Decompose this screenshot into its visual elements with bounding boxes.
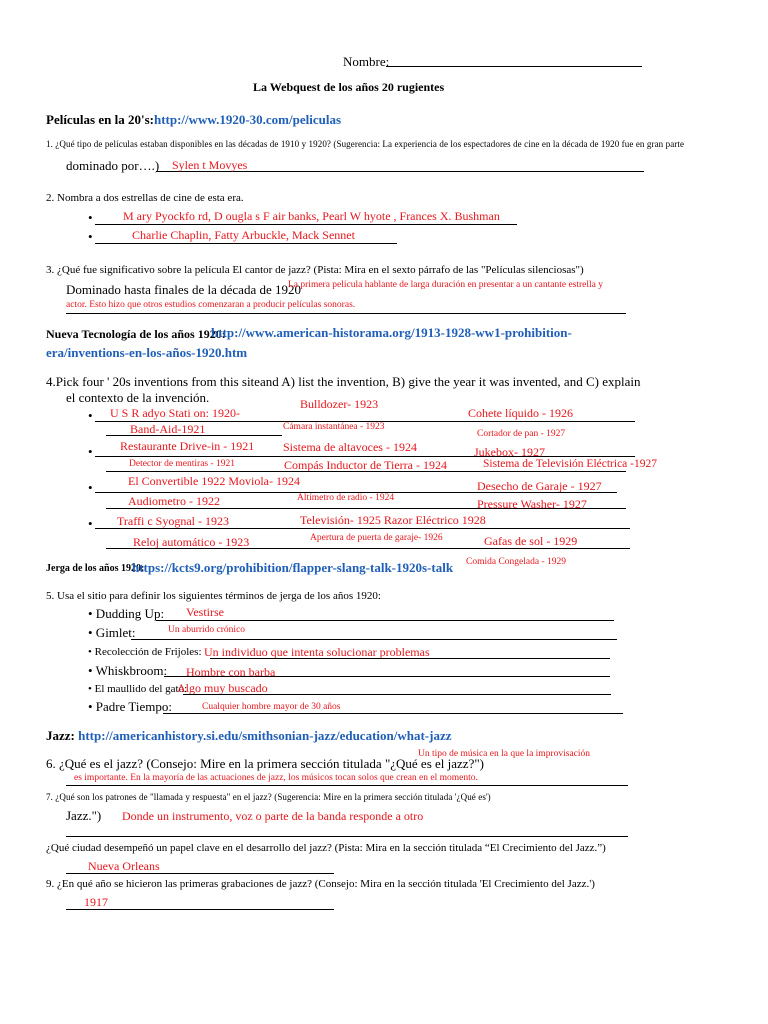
bullet: • xyxy=(88,210,93,225)
term-whiskbroom: • Whiskbroom: xyxy=(88,663,168,678)
q2-line-2 xyxy=(95,243,397,244)
jazz-heading-text: Jazz: xyxy=(46,728,75,743)
q8-line xyxy=(66,873,334,874)
answer-radio-station: U S R adyo Stati on: 1920- xyxy=(110,406,241,420)
bullet: • xyxy=(88,408,93,423)
peliculas-heading xyxy=(46,112,341,128)
q4-text: 4.Pick four ' 20s inventions from this siteand A) list the invention, B) give the year it was invented, and C) explain xyxy=(46,374,641,389)
bullet: • xyxy=(88,516,93,531)
q8-answer: Nueva Orleans xyxy=(88,859,160,873)
term-maullido-answer: Algo muy buscado xyxy=(177,681,268,695)
answer-apertura: Apertura de puerta de garaje- 1926 xyxy=(310,533,443,543)
q7-cont: Jazz.") xyxy=(66,808,102,823)
answer-audiometro: Audiometro - 1922 xyxy=(128,494,220,508)
jazz-link[interactable]: http://americanhistory.si.edu/smithsonian-jazz/education/what-jazz xyxy=(78,728,452,743)
term-line xyxy=(131,639,617,640)
q2-line-1 xyxy=(95,224,517,225)
answer-convertible: El Convertible 1922 Moviola- 1924 xyxy=(128,474,300,488)
q6-line xyxy=(66,785,628,786)
q2-answer-1: M ary Pyockfo rd, D ougla s F air banks, Pearl W hyote , Frances X. Bushman xyxy=(123,209,500,223)
term-whiskbroom-answer: Hombre con barba xyxy=(186,665,276,679)
term-padre-tiempo-answer: Cualquier hombre mayor de 30 años xyxy=(202,702,341,712)
jerga-link[interactable]: https://kcts9.org/prohibition/flapper-slang-talk-1920s-talk xyxy=(132,560,454,575)
q9-text: 9. ¿En qué año se hicieron las primeras grabaciones de jazz? (Consejo: Mira en la sección titulada 'El Crecimiento del Jazz.') xyxy=(46,878,595,890)
tecnologia-link-2[interactable]: era/inventions-en-los-años-1920.htm xyxy=(46,345,248,360)
answer-drive-in: Restaurante Drive-in - 1921 xyxy=(120,439,255,453)
bullet: • xyxy=(88,444,93,459)
q3-line xyxy=(66,313,626,314)
q1-text: 1. ¿Qué tipo de películas estaban disponibles en las décadas de 1910 y 1920? (Sugerencia: La experiencia de los espectadores de cine en la década de 1920 fue en gran parte xyxy=(46,139,685,149)
q4-line-4 xyxy=(95,528,630,529)
answer-traffic: Traffi c Syognal - 1923 xyxy=(117,514,229,528)
q9-answer: 1917 xyxy=(84,895,108,909)
q4-line-3b xyxy=(106,508,626,509)
q2-text: 2. Nombra a dos estrellas de cine de esta era. xyxy=(46,192,244,204)
q8-text: ¿Qué ciudad desempeñó un papel clave en el desarrollo del jazz? (Pista: Mira en la sección titulada “El Crecimiento del Jazz.”) xyxy=(46,842,606,854)
peliculas-heading-text: Películas en la 20's: xyxy=(46,112,154,127)
name-line xyxy=(386,66,642,67)
term-line xyxy=(156,620,614,621)
term-line xyxy=(163,713,623,714)
answer-bandaid: Band-Aid-1921 xyxy=(130,422,206,436)
jazz-heading xyxy=(46,728,452,744)
answer-cortador: Cortador de pan - 1927 xyxy=(477,429,566,439)
q2-answer-2: Charlie Chaplin, Fatty Arbuckle, Mack Sennet xyxy=(132,228,355,242)
q3-answer-2: actor. Esto hizo que otros estudios comenzaran a producir películas sonoras. xyxy=(66,300,356,310)
bullet: • xyxy=(88,480,93,495)
name-label: Nombre: xyxy=(343,54,390,69)
page-title: La Webquest de los años 20 rugientes xyxy=(253,80,445,94)
term-gimlet-answer: Un aburrido crónico xyxy=(168,625,246,635)
q3-answer-1: La primera película hablante de larga duración en presentar a un cantante estrella y xyxy=(288,280,604,290)
term-dudding-up-answer: Vestirse xyxy=(186,605,224,619)
q6-text: 6. ¿Qué es el jazz? (Consejo: Mire en la primera sección titulada "¿Qué es el jazz?") xyxy=(46,756,484,771)
q4-line-1b xyxy=(106,435,282,436)
answer-television-razor: Televisión- 1925 Razor Eléctrico 1928 xyxy=(300,513,486,527)
term-recoleccion-answer: Un individuo que intenta solucionar problemas xyxy=(204,645,430,659)
term-padre-tiempo: • Padre Tiempo: xyxy=(88,699,173,714)
term-maullido: • El maullido del gato: xyxy=(88,683,188,695)
answer-camara: Cámara instantánea - 1923 xyxy=(283,422,385,432)
answer-reloj: Reloj automático - 1923 xyxy=(133,535,250,549)
q5-text: 5. Usa el sitio para definir los siguientes términos de jerga de los años 1920: xyxy=(46,590,381,602)
q4-line-2 xyxy=(95,456,635,457)
q1-cont: dominado por….) xyxy=(66,158,160,173)
jerga-heading: Jerga de los años 1920: xyxy=(46,563,145,574)
q7-line xyxy=(66,836,628,837)
term-recoleccion: • Recolección de Frijoles: xyxy=(88,646,202,658)
answer-altimetro: Altímetro de radio - 1924 xyxy=(297,493,395,503)
q3-cont: Dominado hasta finales de la década de 1920 xyxy=(66,282,301,297)
term-line xyxy=(210,658,610,659)
q6-answer-2: es importante. En la mayoría de las actuaciones de jazz, los músicos tocan solos que crean en el momento. xyxy=(74,773,478,783)
answer-pressure-washer: Pressure Washer- 1927 xyxy=(477,497,587,511)
q1-answer: Sylen t Movyes xyxy=(172,158,248,172)
answer-gafas: Gafas de sol - 1929 xyxy=(484,534,578,548)
answer-compas: Compás Inductor de Tierra - 1924 xyxy=(284,458,447,472)
term-dudding-up: • Dudding Up: xyxy=(88,606,165,621)
term-gimlet: • Gimlet: xyxy=(88,625,136,640)
term-line xyxy=(183,694,611,695)
answer-jukebox: Jukebox- 1927 xyxy=(474,445,545,459)
q9-line xyxy=(66,909,334,910)
peliculas-link[interactable]: http://www.1920-30.com/peliculas xyxy=(153,112,342,127)
q4-cont: el contexto de la invención. xyxy=(66,390,210,405)
answer-bulldozer: Bulldozer- 1923 xyxy=(300,397,379,411)
answer-television-electrica: Sistema de Televisión Eléctrica -1927 xyxy=(483,458,657,470)
q7-answer: Donde un instrumento, voz o parte de la banda responde a otro xyxy=(122,809,424,823)
q4-line-2b xyxy=(106,471,626,472)
q4-line-4b xyxy=(106,548,630,549)
q3-text: 3. ¿Qué fue significativo sobre la película El cantor de jazz? (Pista: Mira en el sexto párrafo de las "Películas silenciosas") xyxy=(46,264,584,276)
tecnologia-heading: Nueva Tecnología de los años 1920: xyxy=(46,327,226,341)
answer-detector: Detector de mentiras - 1921 xyxy=(129,459,236,469)
answer-altavoces: Sistema de altavoces - 1924 xyxy=(283,440,417,454)
term-line xyxy=(164,676,610,677)
q7-text: 7. ¿Qué son los patrones de "llamada y respuesta" en el jazz? (Sugerencia: Mire en la primera sección titulada '¿Qué es') xyxy=(46,792,491,802)
answer-cohete: Cohete líquido - 1926 xyxy=(468,406,573,420)
bullet: • xyxy=(88,229,93,244)
tecnologia-link-1[interactable]: http://www.american-historama.org/1913-1928-ww1-prohibition- xyxy=(211,325,572,340)
q6-answer-1: Un tipo de música en la que la improvisación xyxy=(418,749,591,759)
answer-garaje: Desecho de Garaje - 1927 xyxy=(477,479,602,493)
answer-comida-congelada: Comida Congelada - 1929 xyxy=(466,557,566,567)
